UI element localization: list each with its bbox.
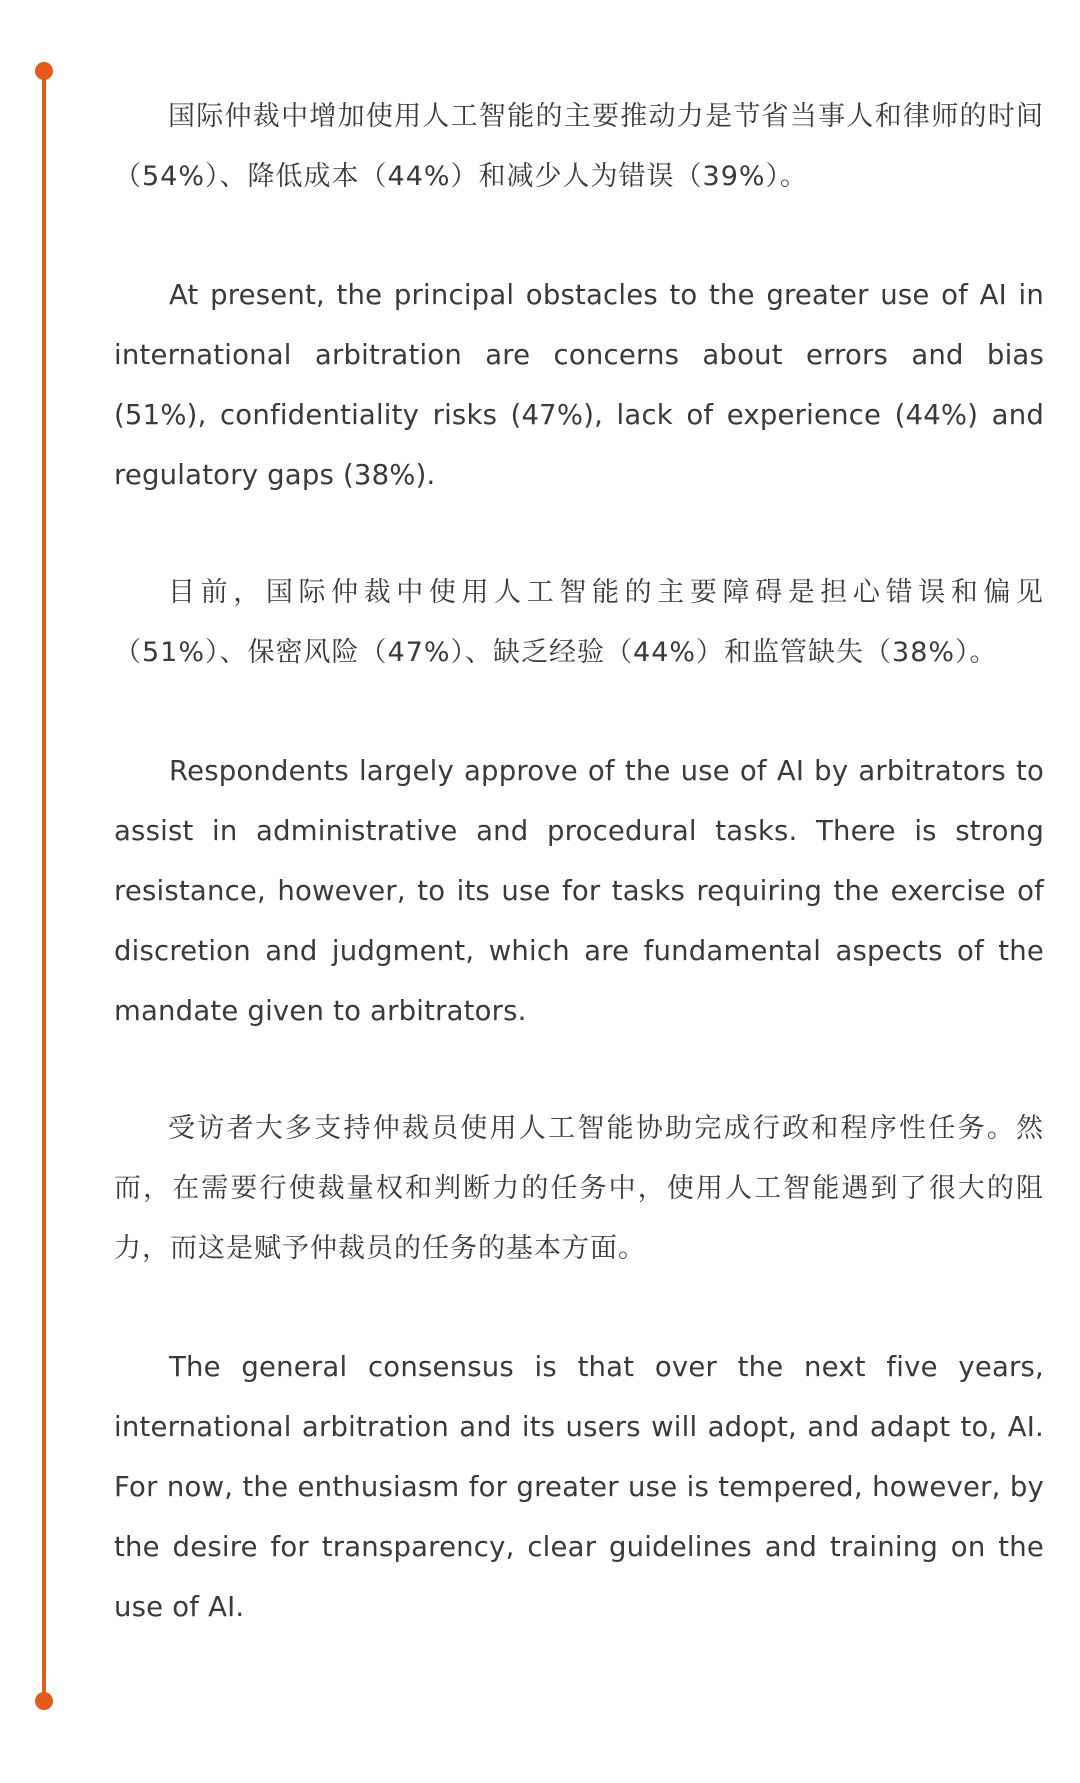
timeline-dot-bottom bbox=[35, 1692, 53, 1710]
paragraph-en-obstacles: At present, the principal obstacles to the greater use of AI in international arbitration are concerns about errors and bias (51%), confidentiality risks (47%), lack of experience (44%) and regulatory gaps (38%). bbox=[114, 279, 1044, 491]
timeline-line bbox=[42, 70, 46, 1700]
paragraph-zh-drivers: 国际仲裁中增加使用人工智能的主要推动力是节省当事人和律师的时间（54%）、降低成本（44%）和减少人为错误（39%）。 bbox=[114, 101, 1044, 192]
paragraph-en-consensus: The general consensus is that over the next five years, international arbitration and its users will adopt, and adapt to, AI. For now, the enthusiasm for greater use is tempered, however, by the desire for transparency, clear guidelines and training on the use of AI. bbox=[114, 1351, 1044, 1623]
paragraph-zh-approval: 受访者大多支持仲裁员使用人工智能协助完成行政和程序性任务。然而，在需要行使裁量权和判断力的任务中，使用人工智能遇到了很大的阻力，而这是赋予仲裁员的任务的基本方面。 bbox=[114, 1113, 1044, 1264]
paragraph-zh-obstacles: 目前，国际仲裁中使用人工智能的主要障碍是担心错误和偏见（51%）、保密风险（47%）、缺乏经验（44%）和监管缺失（38%）。 bbox=[114, 577, 1044, 668]
article-body bbox=[114, 87, 1044, 1695]
timeline-dot-top bbox=[35, 62, 53, 80]
paragraph-en-approval: Respondents largely approve of the use of AI by arbitrators to assist in administrative and procedural tasks. There is strong resistance, however, to its use for tasks requiring the exercise of discretion and judgment, which are fundamental aspects of the mandate given to arbitrators. bbox=[114, 755, 1044, 1027]
